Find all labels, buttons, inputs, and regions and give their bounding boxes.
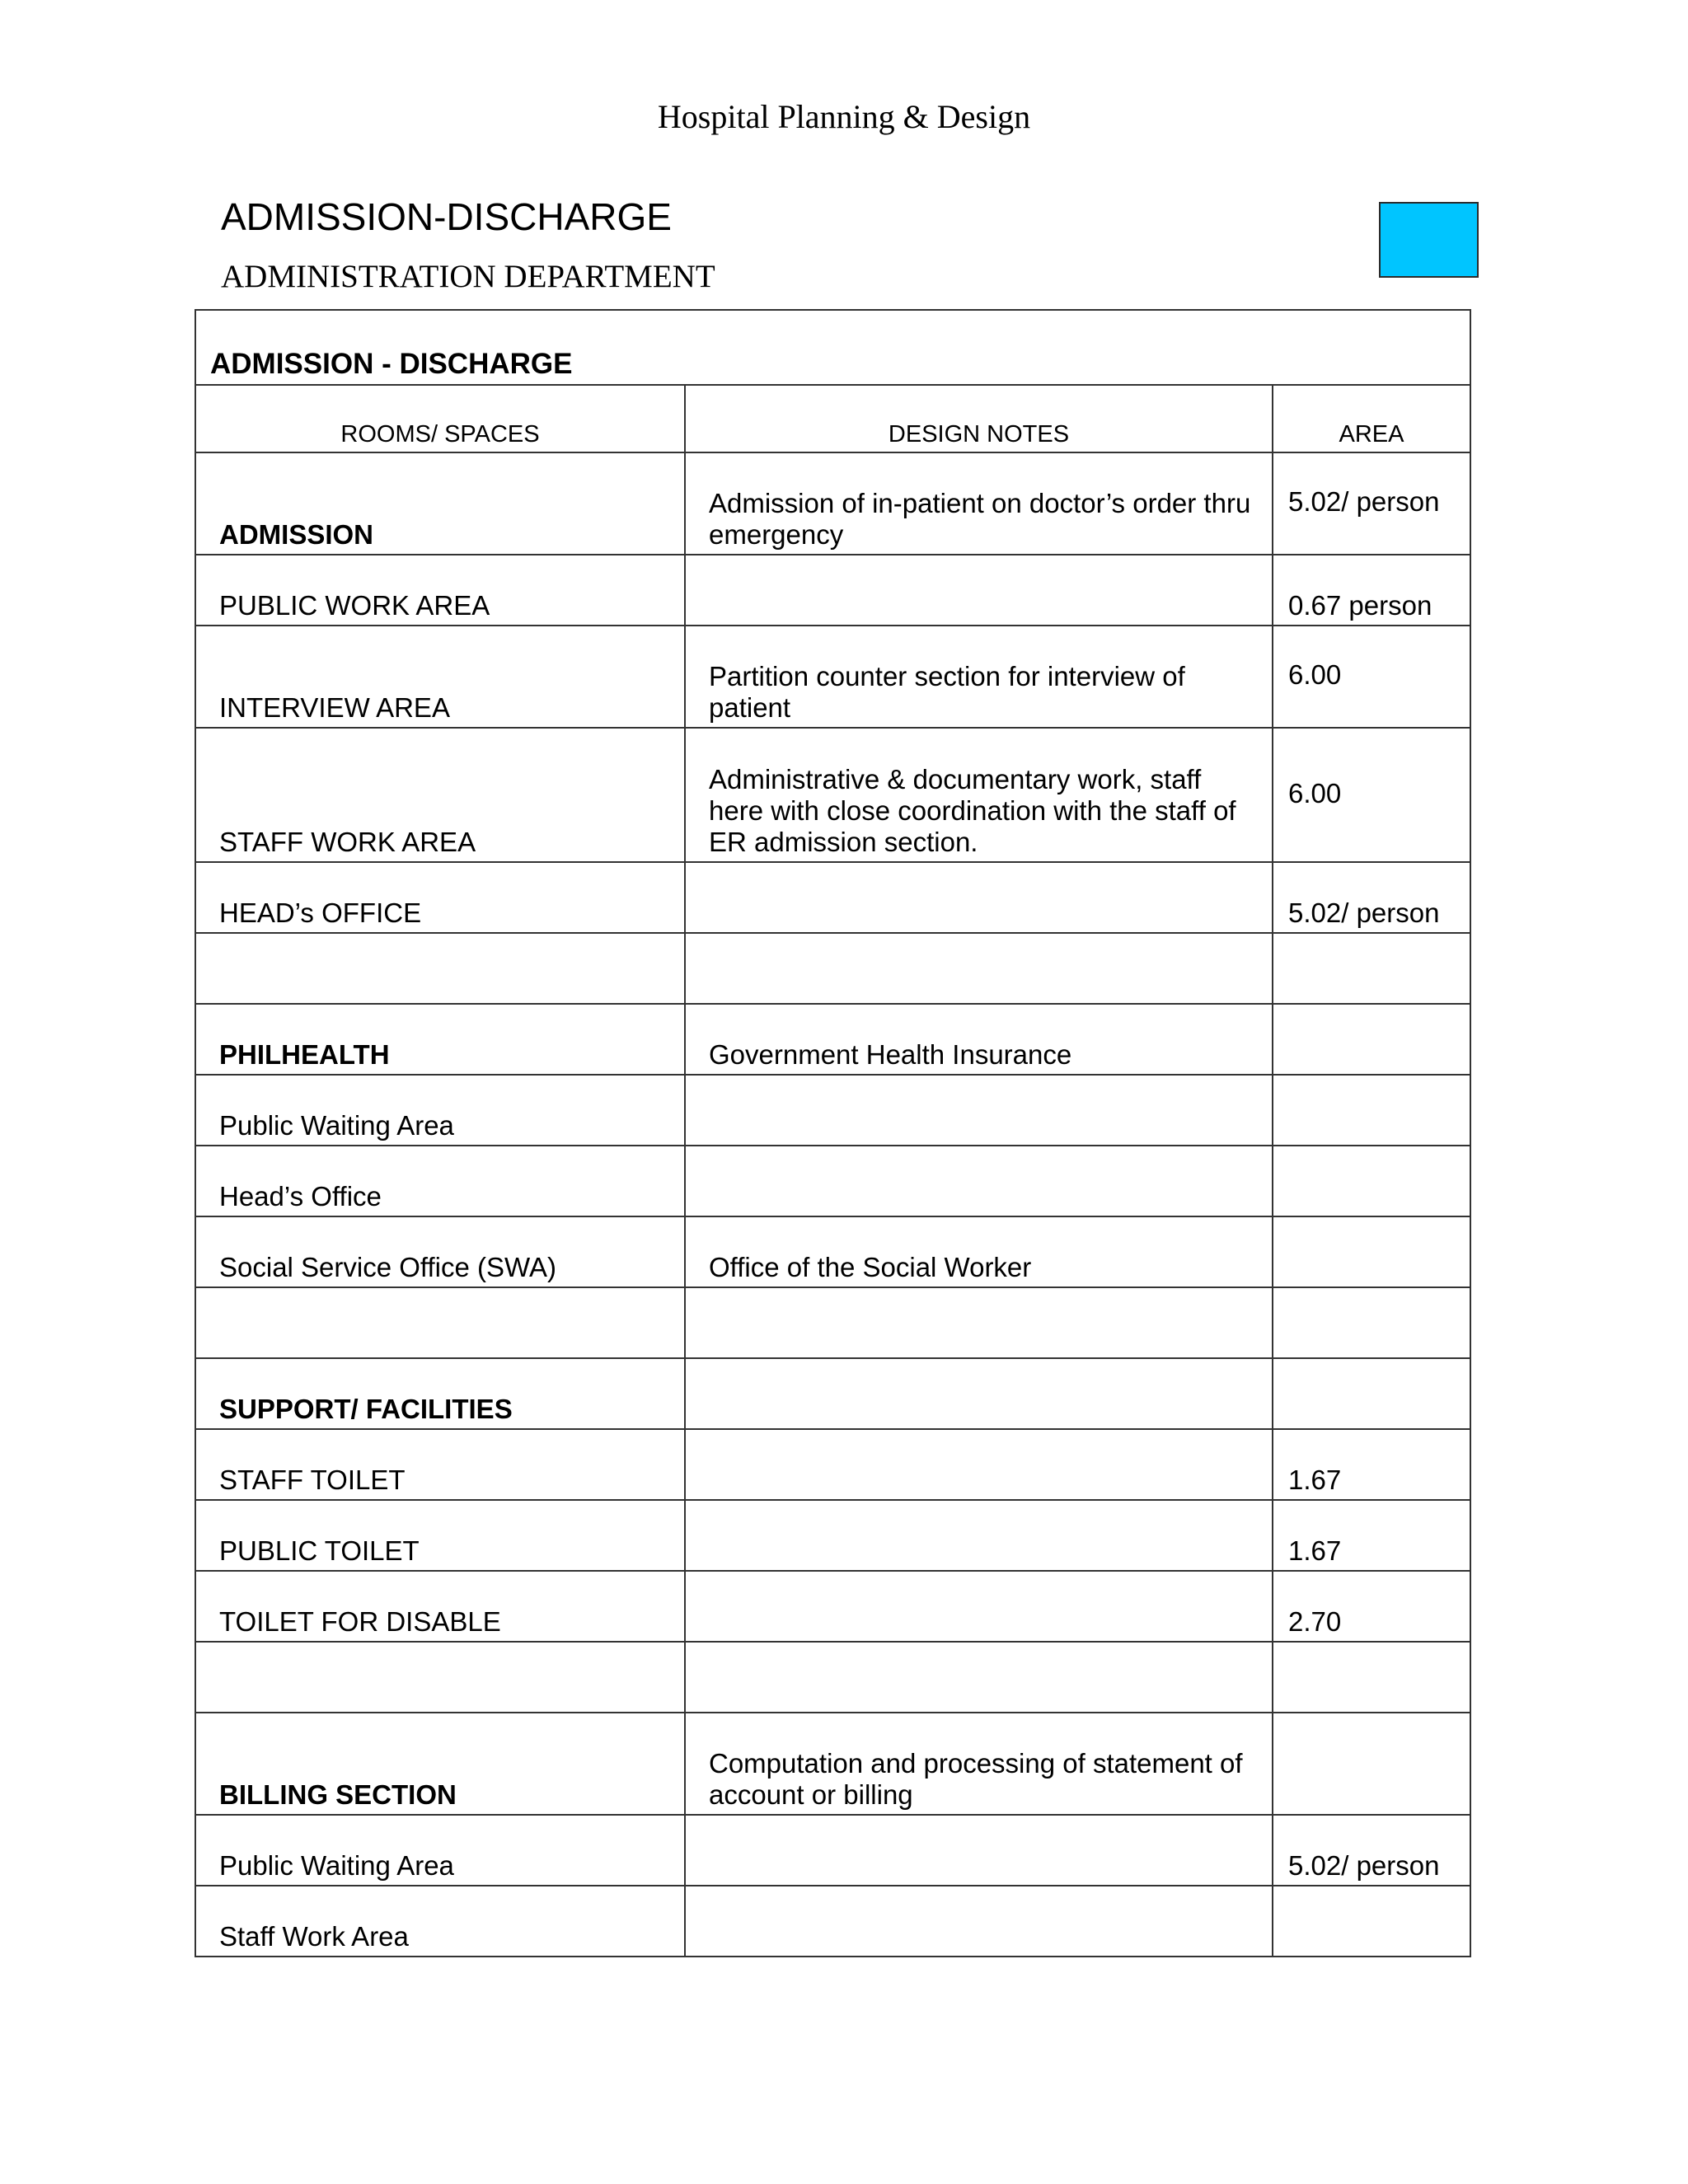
table-row (195, 452, 1470, 555)
room-cell: STAFF WORK AREA (195, 728, 685, 862)
area-cell: 5.02/ person (1273, 452, 1470, 555)
design-notes-cell (685, 862, 1273, 933)
room-cell: TOILET FOR DISABLE (195, 1571, 685, 1642)
design-notes-cell (685, 1571, 1273, 1642)
table-row (195, 1713, 1470, 1815)
area-cell: 1.67 (1273, 1500, 1470, 1571)
design-notes-cell (685, 1429, 1273, 1500)
table-row (195, 1216, 1470, 1287)
area-cell: 6.00 (1273, 626, 1470, 728)
table-row (195, 1358, 1470, 1429)
design-notes-cell: Admission of in-patient on doctor’s order thru emergency (685, 452, 1273, 555)
table-title: ADMISSION - DISCHARGE (195, 310, 1470, 385)
design-notes-cell: Administrative & documentary work, staff here with close coordination with the staff of ER admission section. (685, 728, 1273, 862)
area-cell (1273, 1216, 1470, 1287)
design-notes-cell (685, 1815, 1273, 1886)
room-cell: Public Waiting Area (195, 1075, 685, 1146)
area-cell (1273, 1004, 1470, 1075)
table-row (195, 933, 1470, 1004)
table-row (195, 1004, 1470, 1075)
design-notes-cell (685, 1287, 1273, 1358)
table-title-row (195, 310, 1470, 385)
room-cell: Staff Work Area (195, 1886, 685, 1957)
table-row (195, 1571, 1470, 1642)
room-cell: Head’s Office (195, 1146, 685, 1216)
table-row (195, 626, 1470, 728)
room-cell: PUBLIC TOILET (195, 1500, 685, 1571)
design-notes-cell: Office of the Social Worker (685, 1216, 1273, 1287)
table-row (195, 555, 1470, 626)
table-row (195, 728, 1470, 862)
table-row (195, 1642, 1470, 1713)
column-header-area: AREA (1273, 385, 1470, 452)
design-notes-cell (685, 1642, 1273, 1713)
area-cell (1273, 1642, 1470, 1713)
table-row (195, 1500, 1470, 1571)
color-swatch (1379, 202, 1479, 278)
room-cell (195, 1287, 685, 1358)
area-cell (1273, 933, 1470, 1004)
design-notes-cell (685, 1886, 1273, 1957)
room-cell: STAFF TOILET (195, 1429, 685, 1500)
area-cell: 5.02/ person (1273, 862, 1470, 933)
room-cell: PHILHEALTH (195, 1004, 685, 1075)
area-cell (1273, 1146, 1470, 1216)
room-cell: ADMISSION (195, 452, 685, 555)
table-row (195, 862, 1470, 933)
document-header: Hospital Planning & Design (657, 98, 1031, 135)
design-notes-cell (685, 1075, 1273, 1146)
table-row (195, 1146, 1470, 1216)
room-cell: Public Waiting Area (195, 1815, 685, 1886)
room-cell (195, 1642, 685, 1713)
table-row (195, 1075, 1470, 1146)
room-cell: HEAD’s OFFICE (195, 862, 685, 933)
design-notes-cell: Computation and processing of statement of account or billing (685, 1713, 1273, 1815)
table-row (195, 1287, 1470, 1358)
table-header-row (195, 385, 1470, 452)
area-cell (1273, 1075, 1470, 1146)
space-program-table (195, 309, 1471, 1957)
room-cell: BILLING SECTION (195, 1713, 685, 1815)
area-cell (1273, 1713, 1470, 1815)
table-row (195, 1429, 1470, 1500)
page-title: ADMISSION-DISCHARGE (221, 195, 672, 238)
design-notes-cell (685, 1358, 1273, 1429)
area-cell: 1.67 (1273, 1429, 1470, 1500)
design-notes-cell (685, 1146, 1273, 1216)
area-cell: 2.70 (1273, 1571, 1470, 1642)
area-cell: 0.67 person (1273, 555, 1470, 626)
area-cell (1273, 1886, 1470, 1957)
table-row (195, 1815, 1470, 1886)
area-cell: 6.00 (1273, 728, 1470, 862)
design-notes-cell (685, 1500, 1273, 1571)
area-cell: 5.02/ person (1273, 1815, 1470, 1886)
design-notes-cell (685, 933, 1273, 1004)
column-header-rooms: ROOMS/ SPACES (195, 385, 685, 452)
room-cell (195, 933, 685, 1004)
room-cell: PUBLIC WORK AREA (195, 555, 685, 626)
area-cell (1273, 1287, 1470, 1358)
area-cell (1273, 1358, 1470, 1429)
room-cell: Social Service Office (SWA) (195, 1216, 685, 1287)
table-row (195, 1886, 1470, 1957)
design-notes-cell: Partition counter section for interview of patient (685, 626, 1273, 728)
page-subtitle: ADMINISTRATION DEPARTMENT (221, 259, 715, 294)
design-notes-cell (685, 555, 1273, 626)
column-header-notes: DESIGN NOTES (685, 385, 1273, 452)
design-notes-cell: Government Health Insurance (685, 1004, 1273, 1075)
room-cell: INTERVIEW AREA (195, 626, 685, 728)
room-cell: SUPPORT/ FACILITIES (195, 1358, 685, 1429)
